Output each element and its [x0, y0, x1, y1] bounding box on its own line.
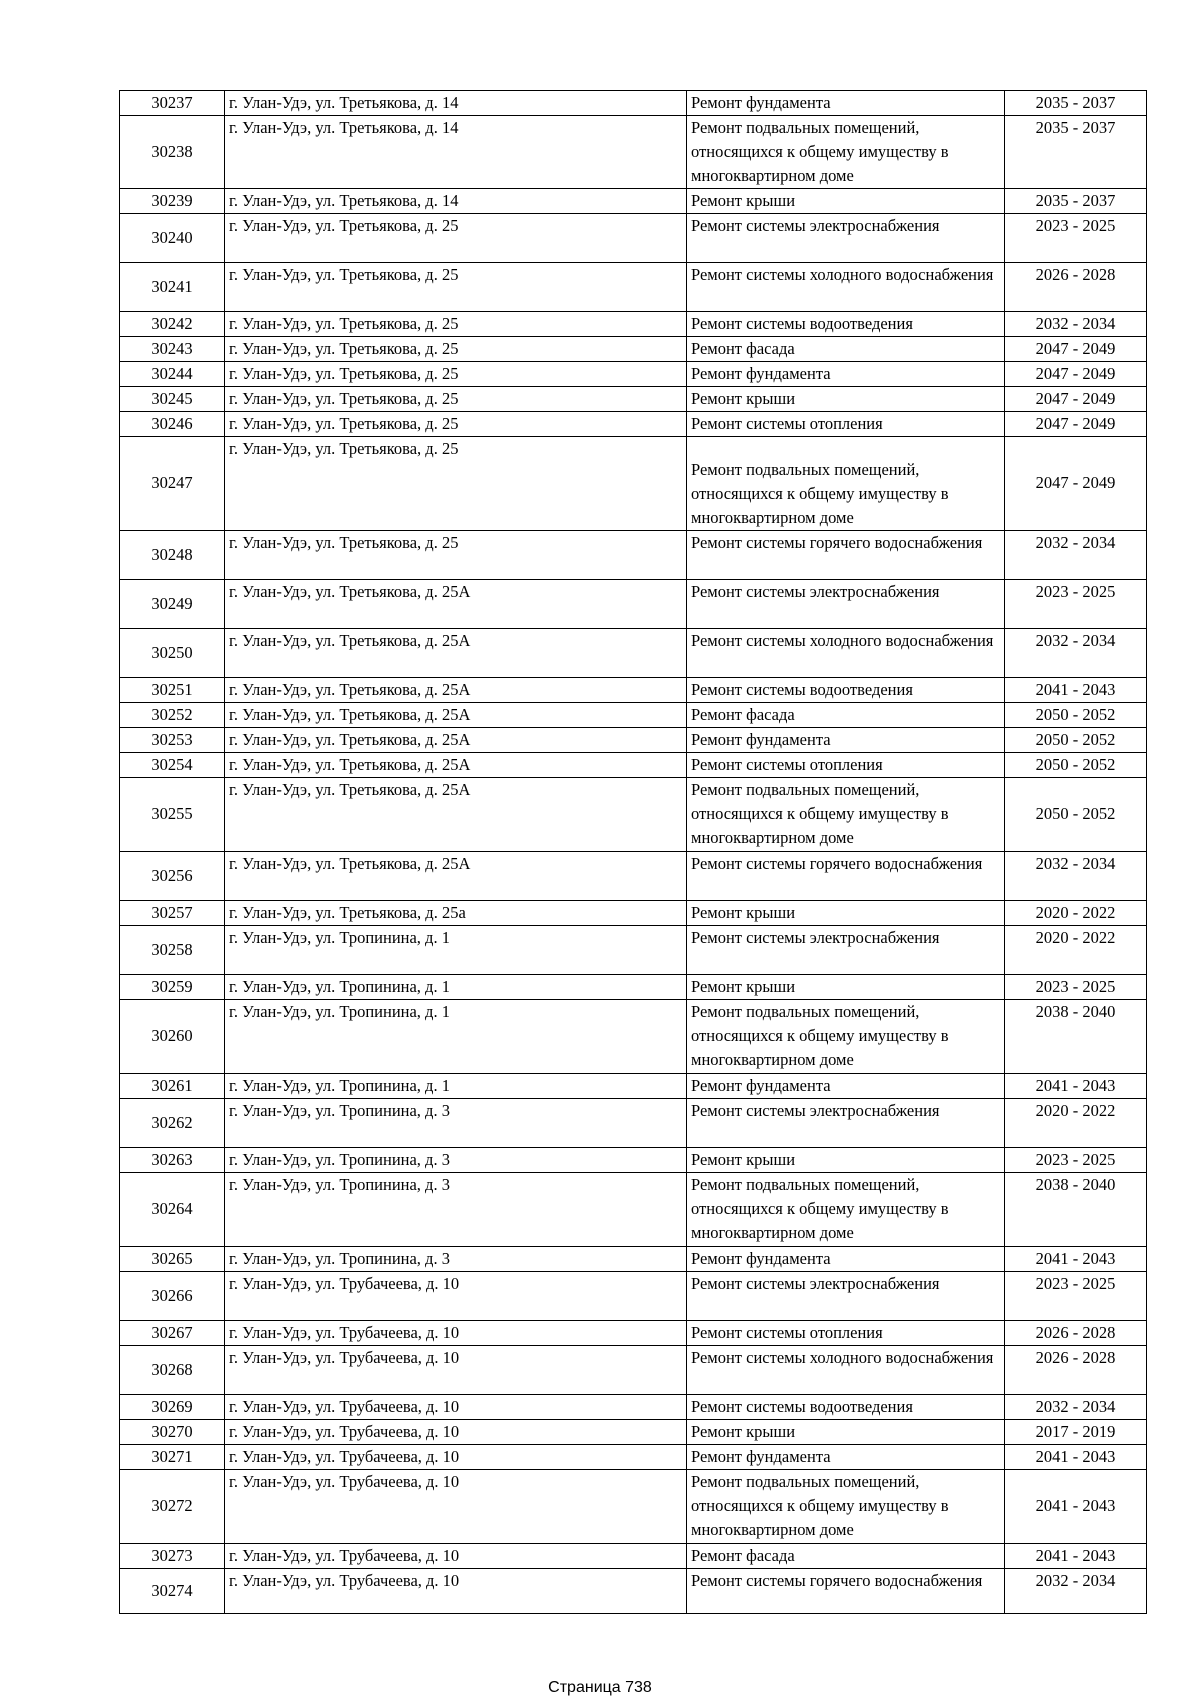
table-row	[120, 1543, 1147, 1568]
work-type-cell: Ремонт подвальных помещений, относящихся к общему имуществу в многоквартирном доме	[687, 116, 1005, 189]
address-cell: г. Улан-Удэ, ул. Третьякова, д. 14	[225, 91, 687, 116]
period-cell: 2020 - 2022	[1005, 900, 1147, 925]
period-cell: 2041 - 2043	[1005, 1246, 1147, 1271]
work-type-cell: Ремонт фасада	[687, 702, 1005, 727]
address-cell: г. Улан-Удэ, ул. Третьякова, д. 25	[225, 437, 687, 531]
period-cell: 2050 - 2052	[1005, 727, 1147, 752]
row-number-cell: 30269	[120, 1394, 225, 1419]
period-cell: 2047 - 2049	[1005, 412, 1147, 437]
work-type-cell: Ремонт фасада	[687, 337, 1005, 362]
row-number-cell: 30261	[120, 1073, 225, 1098]
table-row	[120, 851, 1147, 900]
row-number-cell: 30245	[120, 387, 225, 412]
table-row	[120, 214, 1147, 263]
address-cell: г. Улан-Удэ, ул. Тропинина, д. 1	[225, 925, 687, 974]
address-cell: г. Улан-Удэ, ул. Третьякова, д. 14	[225, 189, 687, 214]
address-cell: г. Улан-Удэ, ул. Третьякова, д. 25	[225, 362, 687, 387]
work-type-cell: Ремонт фундамента	[687, 1246, 1005, 1271]
period-cell: 2032 - 2034	[1005, 851, 1147, 900]
period-cell: 2026 - 2028	[1005, 263, 1147, 312]
period-cell: 2038 - 2040	[1005, 999, 1147, 1073]
table-row	[120, 1568, 1147, 1613]
row-number-cell: 30242	[120, 312, 225, 337]
table-row	[120, 702, 1147, 727]
row-number-cell: 30267	[120, 1320, 225, 1345]
table-row	[120, 312, 1147, 337]
row-number-cell: 30251	[120, 677, 225, 702]
work-type-cell: Ремонт крыши	[687, 1419, 1005, 1444]
table-row	[120, 628, 1147, 677]
address-cell: г. Улан-Удэ, ул. Третьякова, д. 25	[225, 530, 687, 579]
work-type-cell: Ремонт фундамента	[687, 91, 1005, 116]
address-cell: г. Улан-Удэ, ул. Третьякова, д. 25А	[225, 851, 687, 900]
row-number-cell: 30258	[120, 925, 225, 974]
table-row	[120, 189, 1147, 214]
period-cell: 2017 - 2019	[1005, 1419, 1147, 1444]
address-cell: г. Улан-Удэ, ул. Третьякова, д. 25А	[225, 752, 687, 777]
row-number-cell: 30268	[120, 1345, 225, 1394]
address-cell: г. Улан-Удэ, ул. Третьякова, д. 25	[225, 263, 687, 312]
row-number-cell: 30266	[120, 1271, 225, 1320]
row-number-cell: 30265	[120, 1246, 225, 1271]
address-cell: г. Улан-Удэ, ул. Третьякова, д. 25А	[225, 777, 687, 851]
work-type-cell: Ремонт системы холодного водоснабжения	[687, 1345, 1005, 1394]
table-row	[120, 752, 1147, 777]
table-row	[120, 337, 1147, 362]
table-row	[120, 91, 1147, 116]
address-cell: г. Улан-Удэ, ул. Третьякова, д. 25А	[225, 727, 687, 752]
work-type-cell: Ремонт системы холодного водоснабжения	[687, 628, 1005, 677]
work-type-cell: Ремонт системы электроснабжения	[687, 214, 1005, 263]
table-row	[120, 1098, 1147, 1147]
repair-schedule-table	[119, 90, 1147, 1614]
period-cell: 2041 - 2043	[1005, 1073, 1147, 1098]
work-type-cell: Ремонт фасада	[687, 1543, 1005, 1568]
table-row	[120, 999, 1147, 1073]
table-row	[120, 1320, 1147, 1345]
work-type-cell: Ремонт крыши	[687, 974, 1005, 999]
period-cell: 2047 - 2049	[1005, 337, 1147, 362]
period-cell: 2035 - 2037	[1005, 189, 1147, 214]
row-number-cell: 30272	[120, 1469, 225, 1543]
table-row	[120, 727, 1147, 752]
work-type-cell: Ремонт системы горячего водоснабжения	[687, 530, 1005, 579]
row-number-cell: 30244	[120, 362, 225, 387]
table-row	[120, 1394, 1147, 1419]
period-cell: 2023 - 2025	[1005, 1271, 1147, 1320]
row-number-cell: 30254	[120, 752, 225, 777]
table-row	[120, 925, 1147, 974]
row-number-cell: 30263	[120, 1147, 225, 1172]
row-number-cell: 30237	[120, 91, 225, 116]
period-cell: 2020 - 2022	[1005, 925, 1147, 974]
address-cell: г. Улан-Удэ, ул. Тропинина, д. 3	[225, 1172, 687, 1246]
work-type-cell: Ремонт подвальных помещений, относящихся к общему имуществу в многоквартирном доме	[687, 777, 1005, 851]
address-cell: г. Улан-Удэ, ул. Тропинина, д. 1	[225, 999, 687, 1073]
address-cell: г. Улан-Удэ, ул. Трубачеева, д. 10	[225, 1419, 687, 1444]
address-cell: г. Улан-Удэ, ул. Тропинина, д. 3	[225, 1098, 687, 1147]
work-type-cell: Ремонт системы электроснабжения	[687, 1271, 1005, 1320]
work-type-cell: Ремонт фундамента	[687, 362, 1005, 387]
period-cell: 2032 - 2034	[1005, 1394, 1147, 1419]
table-row	[120, 1469, 1147, 1543]
work-type-cell: Ремонт фундамента	[687, 1444, 1005, 1469]
work-type-cell: Ремонт крыши	[687, 900, 1005, 925]
work-type-cell: Ремонт системы водоотведения	[687, 312, 1005, 337]
row-number-cell: 30274	[120, 1568, 225, 1613]
row-number-cell: 30270	[120, 1419, 225, 1444]
table-row	[120, 1073, 1147, 1098]
table-row	[120, 579, 1147, 628]
table-row	[120, 387, 1147, 412]
row-number-cell: 30256	[120, 851, 225, 900]
period-cell: 2032 - 2034	[1005, 312, 1147, 337]
row-number-cell: 30255	[120, 777, 225, 851]
table-row	[120, 530, 1147, 579]
row-number-cell: 30247	[120, 437, 225, 531]
work-type-cell: Ремонт системы водоотведения	[687, 677, 1005, 702]
address-cell: г. Улан-Удэ, ул. Тропинина, д. 1	[225, 974, 687, 999]
table-row	[120, 412, 1147, 437]
address-cell: г. Улан-Удэ, ул. Третьякова, д. 25	[225, 312, 687, 337]
address-cell: г. Улан-Удэ, ул. Третьякова, д. 25	[225, 387, 687, 412]
table-row	[120, 362, 1147, 387]
address-cell: г. Улан-Удэ, ул. Трубачеева, д. 10	[225, 1543, 687, 1568]
period-cell: 2050 - 2052	[1005, 752, 1147, 777]
address-cell: г. Улан-Удэ, ул. Третьякова, д. 25А	[225, 628, 687, 677]
row-number-cell: 30241	[120, 263, 225, 312]
period-cell: 2047 - 2049	[1005, 387, 1147, 412]
work-type-cell: Ремонт крыши	[687, 387, 1005, 412]
row-number-cell: 30260	[120, 999, 225, 1073]
table-row	[120, 677, 1147, 702]
address-cell: г. Улан-Удэ, ул. Третьякова, д. 25	[225, 337, 687, 362]
address-cell: г. Улан-Удэ, ул. Тропинина, д. 3	[225, 1246, 687, 1271]
period-cell: 2041 - 2043	[1005, 1469, 1147, 1543]
address-cell: г. Улан-Удэ, ул. Третьякова, д. 14	[225, 116, 687, 189]
work-type-cell: Ремонт крыши	[687, 1147, 1005, 1172]
row-number-cell: 30257	[120, 900, 225, 925]
row-number-cell: 30252	[120, 702, 225, 727]
period-cell: 2035 - 2037	[1005, 116, 1147, 189]
table-row	[120, 437, 1147, 531]
work-type-cell: Ремонт подвальных помещений, относящихся к общему имуществу в многоквартирном доме	[687, 1172, 1005, 1246]
table-row	[120, 974, 1147, 999]
address-cell: г. Улан-Удэ, ул. Третьякова, д. 25	[225, 214, 687, 263]
table-row	[120, 1345, 1147, 1394]
period-cell: 2041 - 2043	[1005, 1444, 1147, 1469]
table-row	[120, 1147, 1147, 1172]
address-cell: г. Улан-Удэ, ул. Третьякова, д. 25а	[225, 900, 687, 925]
work-type-cell: Ремонт системы холодного водоснабжения	[687, 263, 1005, 312]
row-number-cell: 30264	[120, 1172, 225, 1246]
table-row	[120, 1419, 1147, 1444]
address-cell: г. Улан-Удэ, ул. Трубачеева, д. 10	[225, 1568, 687, 1613]
work-type-cell: Ремонт системы водоотведения	[687, 1394, 1005, 1419]
table-row	[120, 116, 1147, 189]
address-cell: г. Улан-Удэ, ул. Трубачеева, д. 10	[225, 1271, 687, 1320]
row-number-cell: 30246	[120, 412, 225, 437]
row-number-cell: 30238	[120, 116, 225, 189]
row-number-cell: 30250	[120, 628, 225, 677]
table-row	[120, 1271, 1147, 1320]
work-type-cell: Ремонт фундамента	[687, 1073, 1005, 1098]
period-cell: 2032 - 2034	[1005, 1568, 1147, 1613]
period-cell: 2023 - 2025	[1005, 214, 1147, 263]
address-cell: г. Улан-Удэ, ул. Тропинина, д. 3	[225, 1147, 687, 1172]
row-number-cell: 30248	[120, 530, 225, 579]
table-row	[120, 1444, 1147, 1469]
period-cell: 2038 - 2040	[1005, 1172, 1147, 1246]
table-row	[120, 1246, 1147, 1271]
row-number-cell: 30249	[120, 579, 225, 628]
period-cell: 2032 - 2034	[1005, 530, 1147, 579]
period-cell: 2041 - 2043	[1005, 1543, 1147, 1568]
row-number-cell: 30239	[120, 189, 225, 214]
work-type-cell: Ремонт системы горячего водоснабжения	[687, 851, 1005, 900]
address-cell: г. Улан-Удэ, ул. Трубачеева, д. 10	[225, 1394, 687, 1419]
period-cell: 2023 - 2025	[1005, 579, 1147, 628]
address-cell: г. Улан-Удэ, ул. Тропинина, д. 1	[225, 1073, 687, 1098]
work-type-cell: Ремонт подвальных помещений, относящихся к общему имуществу в многоквартирном доме	[687, 437, 1005, 531]
address-cell: г. Улан-Удэ, ул. Третьякова, д. 25	[225, 412, 687, 437]
period-cell: 2050 - 2052	[1005, 702, 1147, 727]
period-cell: 2047 - 2049	[1005, 437, 1147, 531]
row-number-cell: 30240	[120, 214, 225, 263]
work-type-cell: Ремонт подвальных помещений, относящихся к общему имуществу в многоквартирном доме	[687, 1469, 1005, 1543]
period-cell: 2026 - 2028	[1005, 1345, 1147, 1394]
period-cell: 2023 - 2025	[1005, 974, 1147, 999]
table-row	[120, 777, 1147, 851]
period-cell: 2026 - 2028	[1005, 1320, 1147, 1345]
table-row	[120, 1172, 1147, 1246]
period-cell: 2050 - 2052	[1005, 777, 1147, 851]
period-cell: 2023 - 2025	[1005, 1147, 1147, 1172]
row-number-cell: 30262	[120, 1098, 225, 1147]
period-cell: 2020 - 2022	[1005, 1098, 1147, 1147]
row-number-cell: 30243	[120, 337, 225, 362]
work-type-cell: Ремонт системы горячего водоснабжения	[687, 1568, 1005, 1613]
address-cell: г. Улан-Удэ, ул. Трубачеева, д. 10	[225, 1444, 687, 1469]
period-cell: 2047 - 2049	[1005, 362, 1147, 387]
row-number-cell: 30259	[120, 974, 225, 999]
table-body	[120, 91, 1147, 1614]
row-number-cell: 30273	[120, 1543, 225, 1568]
address-cell: г. Улан-Удэ, ул. Трубачеева, д. 10	[225, 1345, 687, 1394]
page-number: Страница 738	[548, 1679, 652, 1696]
period-cell: 2032 - 2034	[1005, 628, 1147, 677]
work-type-cell: Ремонт системы электроснабжения	[687, 1098, 1005, 1147]
address-cell: г. Улан-Удэ, ул. Трубачеева, д. 10	[225, 1469, 687, 1543]
work-type-cell: Ремонт системы отопления	[687, 412, 1005, 437]
address-cell: г. Улан-Удэ, ул. Третьякова, д. 25А	[225, 677, 687, 702]
period-cell: 2035 - 2037	[1005, 91, 1147, 116]
table-row	[120, 900, 1147, 925]
work-type-cell: Ремонт системы электроснабжения	[687, 579, 1005, 628]
address-cell: г. Улан-Удэ, ул. Третьякова, д. 25А	[225, 702, 687, 727]
work-type-cell: Ремонт системы отопления	[687, 752, 1005, 777]
address-cell: г. Улан-Удэ, ул. Трубачеева, д. 10	[225, 1320, 687, 1345]
period-cell: 2041 - 2043	[1005, 677, 1147, 702]
address-cell: г. Улан-Удэ, ул. Третьякова, д. 25А	[225, 579, 687, 628]
work-type-cell: Ремонт системы электроснабжения	[687, 925, 1005, 974]
row-number-cell: 30253	[120, 727, 225, 752]
row-number-cell: 30271	[120, 1444, 225, 1469]
work-type-cell: Ремонт системы отопления	[687, 1320, 1005, 1345]
table-row	[120, 263, 1147, 312]
work-type-cell: Ремонт фундамента	[687, 727, 1005, 752]
work-type-cell: Ремонт подвальных помещений, относящихся к общему имуществу в многоквартирном доме	[687, 999, 1005, 1073]
work-type-cell: Ремонт крыши	[687, 189, 1005, 214]
